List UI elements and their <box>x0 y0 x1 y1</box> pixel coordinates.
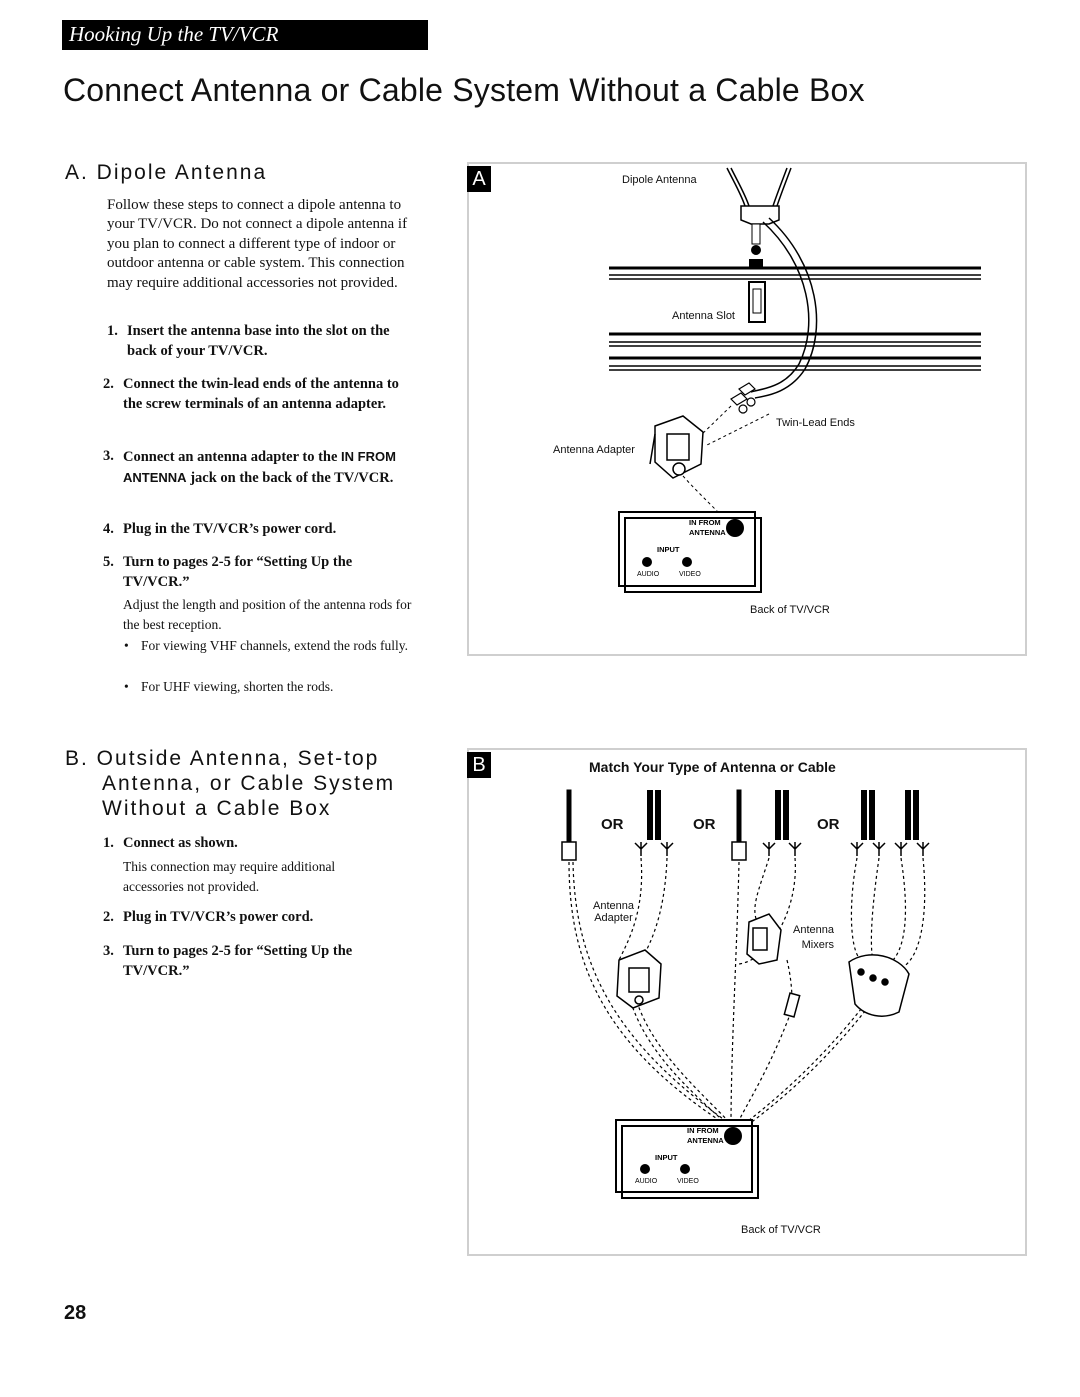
step-text: Insert the antenna base into the slot on the back of your TV/VCR. <box>127 323 390 359</box>
step-number: 1. <box>107 323 118 339</box>
label-back-of-tvvcr: Back of TV/VCR <box>741 1224 821 1236</box>
figure-a-panel <box>467 162 1027 656</box>
section-header-bar <box>62 20 428 50</box>
step-a-4 <box>103 520 423 540</box>
figure-b-panel <box>467 748 1027 1256</box>
jack-label-video: VIDEO <box>679 571 701 578</box>
step-number: 3. <box>103 448 114 464</box>
step-text: Plug in TV/VCR’s power cord. <box>123 909 314 925</box>
step-a-5 <box>103 553 403 592</box>
step-text: Connect as shown. <box>123 835 238 851</box>
step-text: Connect the twin-lead ends of the antenna to the screw terminals of an antenna adapter. <box>123 376 399 412</box>
step-b-1-note: This connection may require additional accessories not provided. <box>123 859 336 894</box>
step-text: Connect an antenna adapter to the <box>123 449 338 465</box>
section-a-intro: Follow these steps to connect a dipole antenna to your TV/VCR. Do not connect a dipole antenna if you plan to connect a different type of indoor or outdoor antenna or cable system. This connection may require additional accessories not provided. <box>107 197 408 291</box>
label-line: Mixers <box>801 939 834 951</box>
label-back-of-tvvcr: Back of TV/VCR <box>750 604 830 616</box>
step-number: 4. <box>103 521 114 537</box>
step-number: 1. <box>103 835 114 851</box>
step-number: 5. <box>103 554 114 570</box>
or-label: OR <box>601 816 624 833</box>
step-a-5-note: Adjust the length and position of the antenna rods for the best reception. <box>123 597 412 632</box>
label-line: Antenna <box>793 924 834 936</box>
figure-b-illustration <box>469 750 1025 1254</box>
jack-label-in-from: IN FROM <box>687 1126 719 1135</box>
section-b-heading <box>65 746 465 821</box>
jack-label-antenna: ANTENNA <box>689 528 726 537</box>
label-twin-lead-ends: Twin-Lead Ends <box>776 417 855 429</box>
bullet-item: • For UHF viewing, shorten the rods. <box>124 677 411 697</box>
or-label: OR <box>693 816 716 833</box>
jack-label-audio: AUDIO <box>635 1178 658 1185</box>
jack-label-antenna: ANTENNA <box>687 1136 724 1145</box>
label-antenna-adapter <box>593 900 634 924</box>
label-line: Adapter <box>594 912 633 924</box>
figure-a-badge: A <box>467 166 491 192</box>
jack-name: IN FROM ANTENNA <box>123 449 396 485</box>
or-label: OR <box>817 816 840 833</box>
section-a-heading: A. Dipole Antenna <box>65 161 268 184</box>
figure-b-badge: B <box>467 752 491 778</box>
step-number: 2. <box>103 909 114 925</box>
section-b-heading-line: B. Outside Antenna, Set-top <box>65 747 380 770</box>
section-header-label: Hooking Up the TV/VCR <box>69 22 279 46</box>
figure-a-illustration <box>469 164 1025 654</box>
label-antenna-slot: Antenna Slot <box>672 310 735 322</box>
step-number: 2. <box>103 376 114 392</box>
jack-label-audio: AUDIO <box>637 571 660 578</box>
jack-label-input: INPUT <box>657 545 680 554</box>
step-a-2 <box>103 375 403 414</box>
figure-b-title: Match Your Type of Antenna or Cable <box>589 759 836 775</box>
step-a-3 <box>103 447 428 488</box>
jack-label-in-from: IN FROM <box>689 518 721 527</box>
jack-label-input: INPUT <box>655 1153 678 1162</box>
step-a-1 <box>107 322 422 361</box>
step-text: Turn to pages 2-5 for “Setting Up the TV/VCR.” <box>123 943 353 979</box>
label-line: Antenna <box>593 900 634 912</box>
step-b-2 <box>103 908 403 928</box>
step-b-3 <box>103 942 403 981</box>
jack-label-video: VIDEO <box>677 1178 699 1185</box>
step-b-1 <box>103 834 403 854</box>
bullet-item: • For viewing VHF channels, extend the rods fully. <box>124 636 411 656</box>
label-antenna-adapter: Antenna Adapter <box>553 444 635 456</box>
label-dipole-antenna: Dipole Antenna <box>622 174 697 186</box>
step-text: Plug in the TV/VCR’s power cord. <box>123 521 337 537</box>
step-text: Turn to pages 2-5 for “Setting Up the TV/VCR.” <box>123 554 353 590</box>
step-number: 3. <box>103 943 114 959</box>
page-number: 28 <box>64 1302 87 1324</box>
section-b-heading-line: Without a Cable Box <box>102 797 332 820</box>
step-text: jack on the back of the TV/VCR. <box>190 469 394 486</box>
label-antenna-mixers <box>793 923 834 953</box>
section-b-heading-line: Antenna, or Cable System <box>102 772 396 795</box>
page-title: Connect Antenna or Cable System Without a Cable Box <box>63 72 865 108</box>
